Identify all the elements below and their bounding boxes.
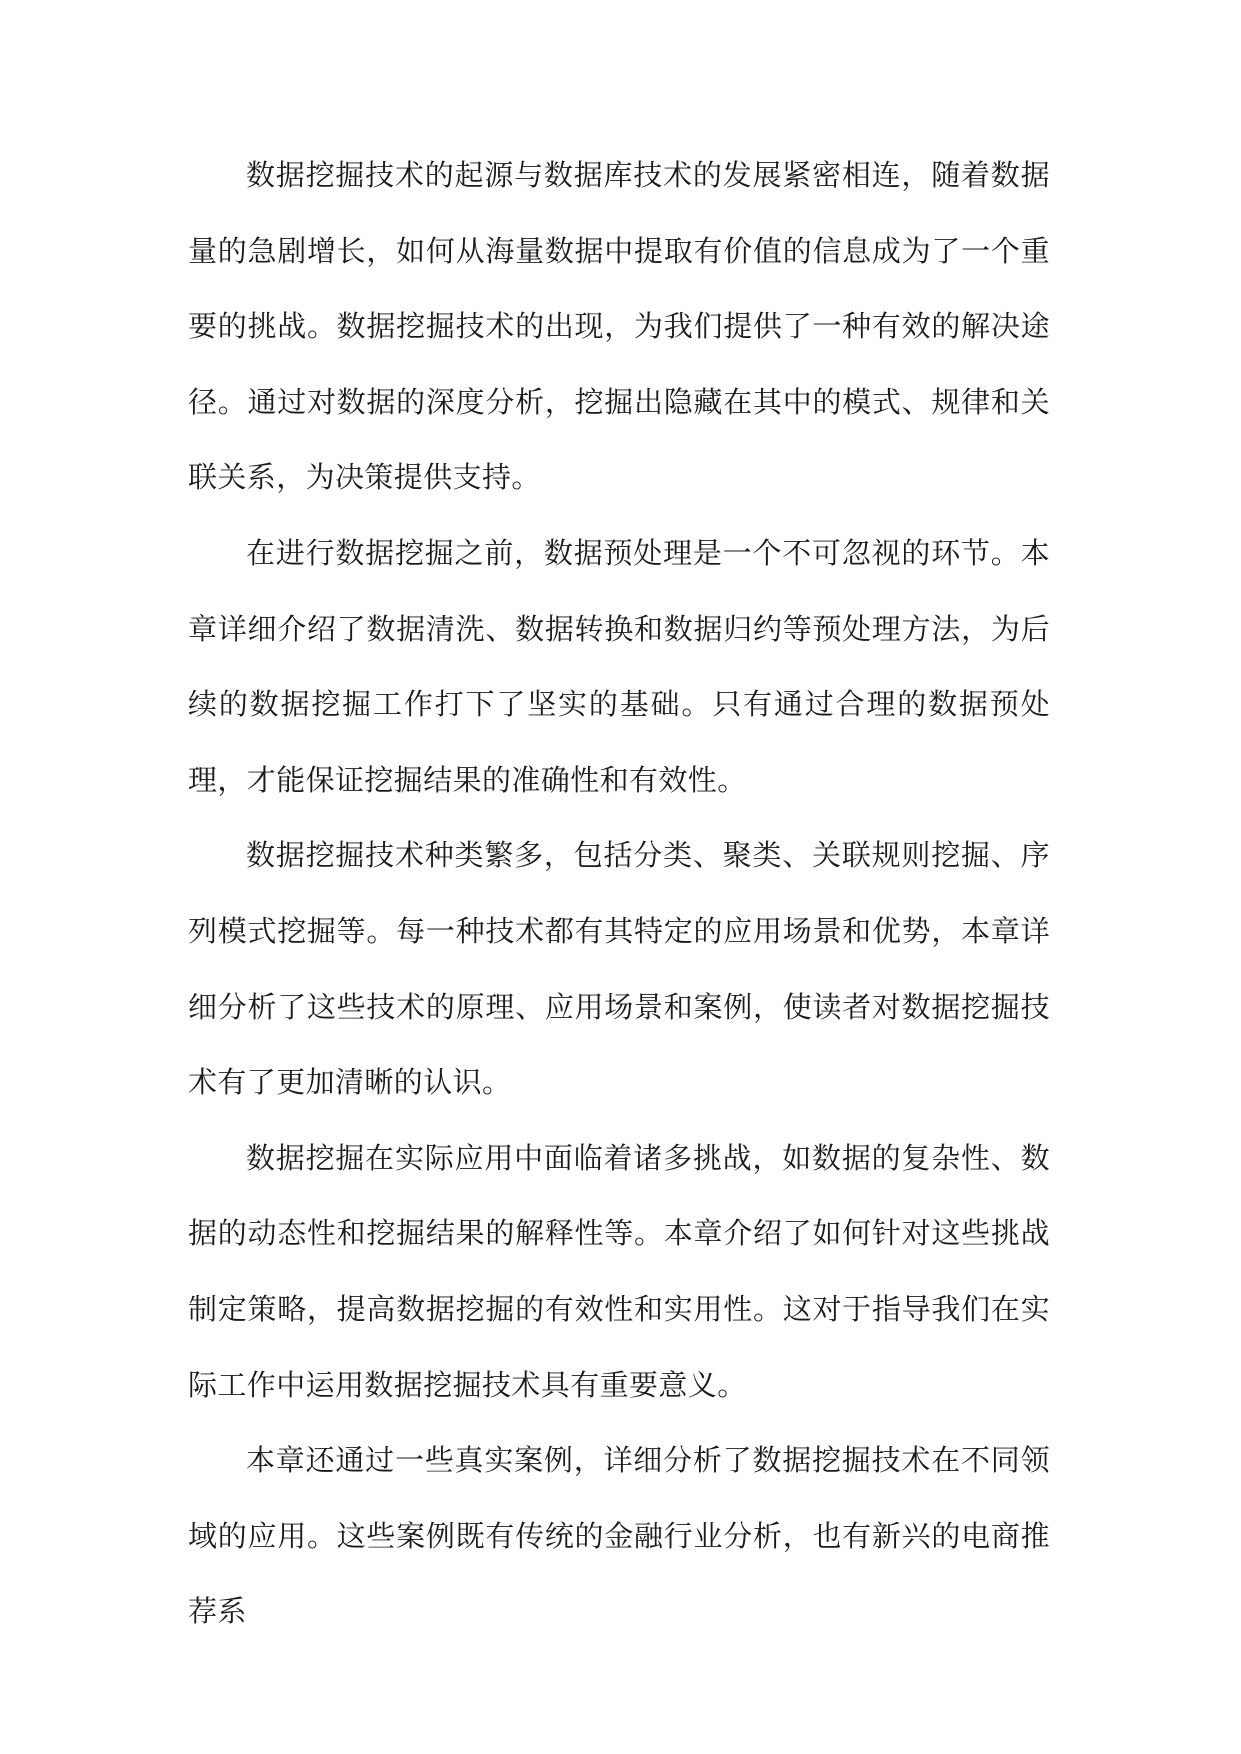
paragraph-3: 数据挖掘技术种类繁多，包括分类、聚类、关联规则挖掘、序列模式挖掘等。每一种技术都有其特定的应用场景和优势，本章详细分析了这些技术的原理、应用场景和案例，使读者对数据挖掘技术有了更加清晰的认识。 [188, 838, 1050, 1100]
paragraph-2: 在进行数据挖掘之前，数据预处理是一个不可忽视的环节。本章详细介绍了数据清洗、数据转换和数据归约等预处理方法，为后续的数据挖掘工作打下了坚实的基础。只有通过合理的数据预处理，才能保证挖掘结果的准确性和有效性。 [188, 535, 1050, 797]
paragraph-4: 数据挖掘在实际应用中面临着诸多挑战，如数据的复杂性、数据的动态性和挖掘结果的解释性等。本章介绍了如何针对这些挑战制定策略，提高数据挖掘的有效性和实用性。这对于指导我们在实际工作中运用数据挖掘技术具有重要意义。 [188, 1140, 1050, 1402]
paragraph-5: 本章还通过一些真实案例，详细分析了数据挖掘技术在不同领域的应用。这些案例既有传统的金融行业分析，也有新兴的电商推荐系 [188, 1443, 1050, 1629]
paragraph-1: 数据挖掘技术的起源与数据库技术的发展紧密相连，随着数据量的急剧增长，如何从海量数据中提取有价值的信息成为了一个重要的挑战。数据挖掘技术的出现，为我们提供了一种有效的解决途径。通过对数据的深度分析，挖掘出隐藏在其中的模式、规律和关联关系，为决策提供支持。 [188, 158, 1050, 495]
document-body [188, 138, 1050, 1650]
